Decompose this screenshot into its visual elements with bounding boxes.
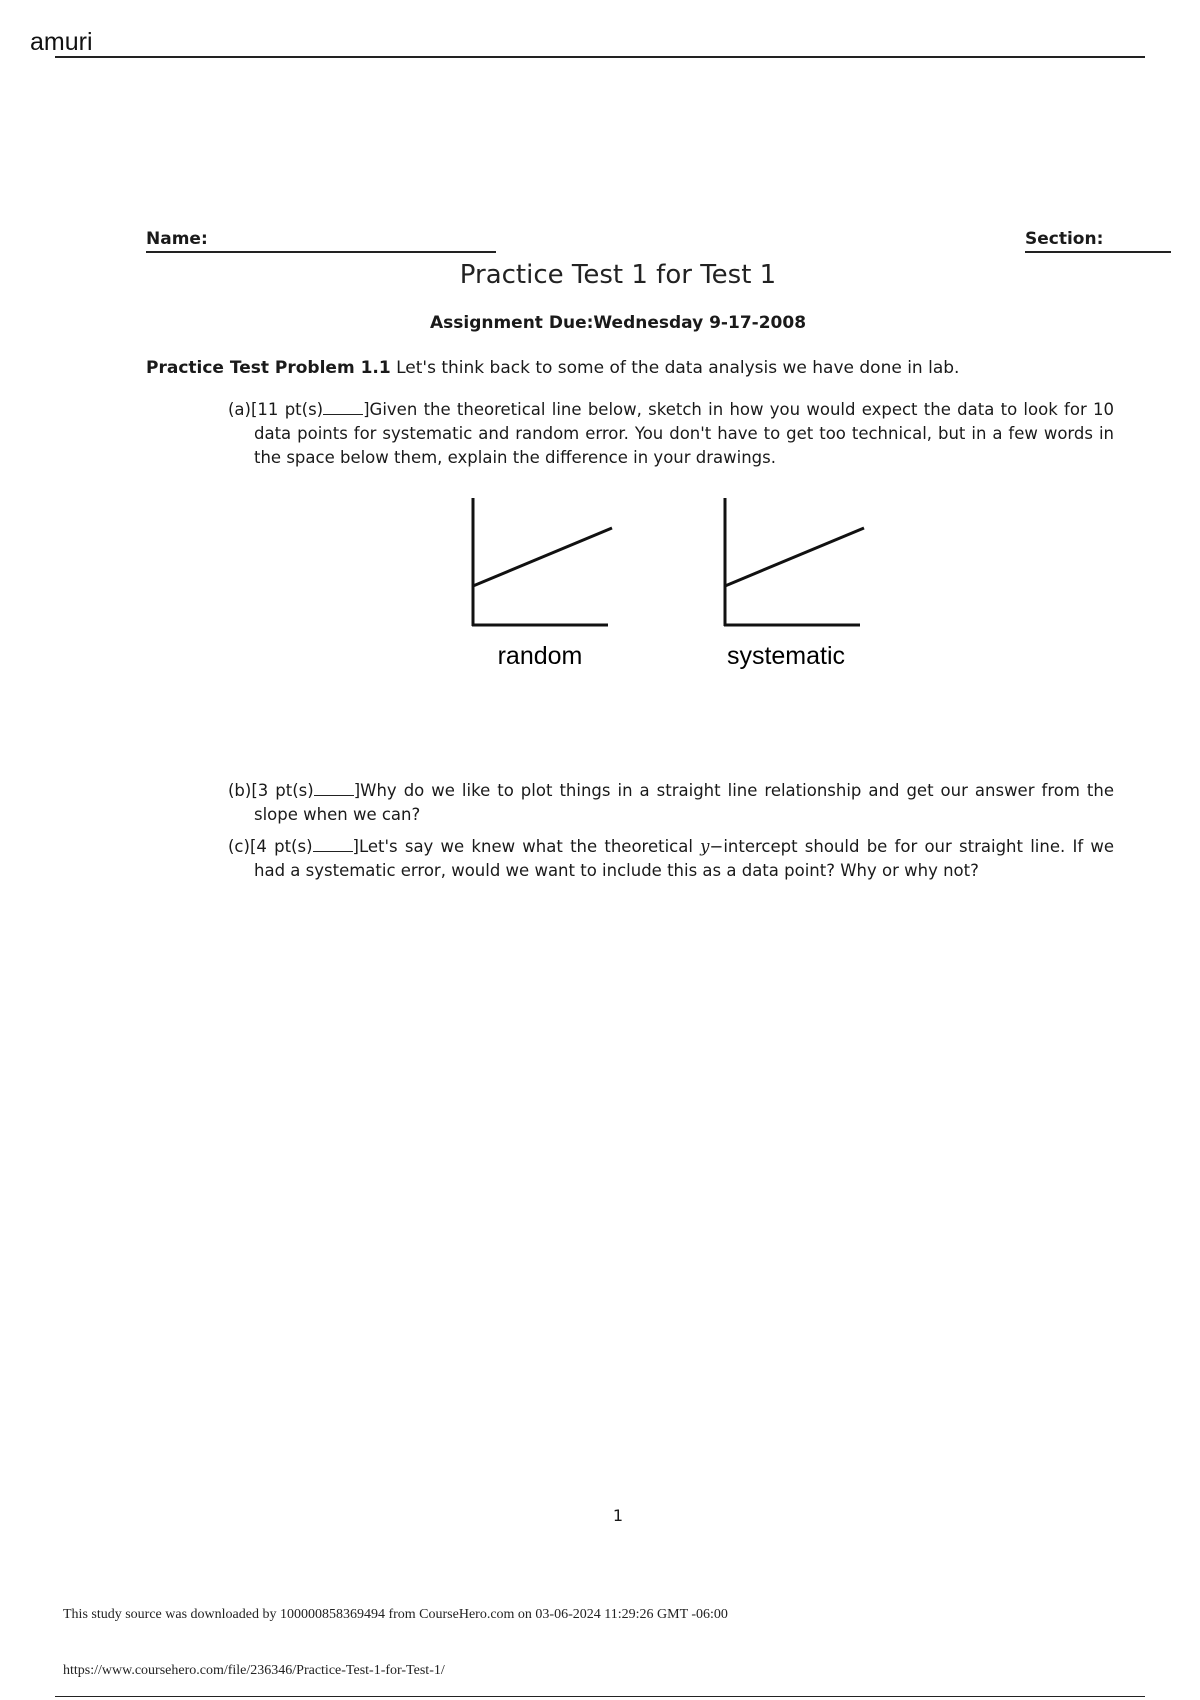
problem-intro: Let's think back to some of the data analysis we have done in lab. (390, 358, 960, 378)
question-b-close: ] (353, 781, 361, 800)
question-c-text-after: −intercept should be for our straight line. If we had a systematic error, would we want to include this as a data point? Why or why not? (254, 837, 1114, 880)
problem-heading: Practice Test Problem 1.1 (146, 358, 391, 378)
assignment-due: Assignment Due:Wednesday 9-17-2008 (429, 313, 807, 333)
points-blank (314, 781, 354, 796)
question-c-label: (c)[4 pt(s) (228, 837, 313, 856)
question-a-label: (a)[11 pt(s) (228, 400, 324, 419)
points-blank (313, 837, 353, 852)
top-divider (55, 56, 1145, 58)
systematic-label: systematic (726, 642, 846, 670)
problem-statement (146, 358, 959, 378)
page-title: Practice Test 1 for Test 1 (459, 260, 777, 290)
points-blank (323, 400, 363, 415)
name-blank-line (146, 251, 496, 253)
page-number: 1 (612, 1506, 624, 1525)
section-blank-line (1025, 251, 1171, 253)
random-theory-line (473, 528, 612, 586)
random-graph (472, 498, 612, 670)
question-b-label: (b)[3 pt(s) (228, 781, 314, 800)
systematic-theory-line (725, 528, 864, 586)
question-a-text: Given the theoretical line below, sketch in how you would expect the data to look for 10 data points for systematic and random error. You don't have to get too technical, but in a few words in the space below them, explain the difference in your drawings. (254, 400, 1114, 467)
question-b-text: Why do we like to plot things in a straight line relationship and get our answer from the slope when we can? (254, 781, 1114, 824)
question-c (228, 835, 1114, 883)
variable-y: y (700, 837, 710, 856)
question-a-close: ] (363, 400, 370, 419)
random-label: random (497, 642, 583, 670)
bottom-divider (55, 1696, 1145, 1697)
user-name: amuri (30, 28, 93, 56)
question-c-close: ] (352, 837, 359, 856)
question-c-text-before: Let's say we knew what the theoretical (358, 837, 701, 856)
question-b (228, 779, 1114, 827)
graphs-figure (460, 490, 880, 680)
section-label: Section: (1025, 229, 1104, 249)
name-label: Name: (146, 229, 208, 249)
question-a (228, 398, 1114, 470)
source-url[interactable]: https://www.coursehero.com/file/236346/Practice-Test-1-for-Test-1/ (63, 1663, 445, 1678)
systematic-graph (724, 498, 864, 670)
download-notice: This study source was downloaded by 100000858369494 from CourseHero.com on 03-06-2024 11:29:26 GMT -06:00 (63, 1607, 728, 1622)
